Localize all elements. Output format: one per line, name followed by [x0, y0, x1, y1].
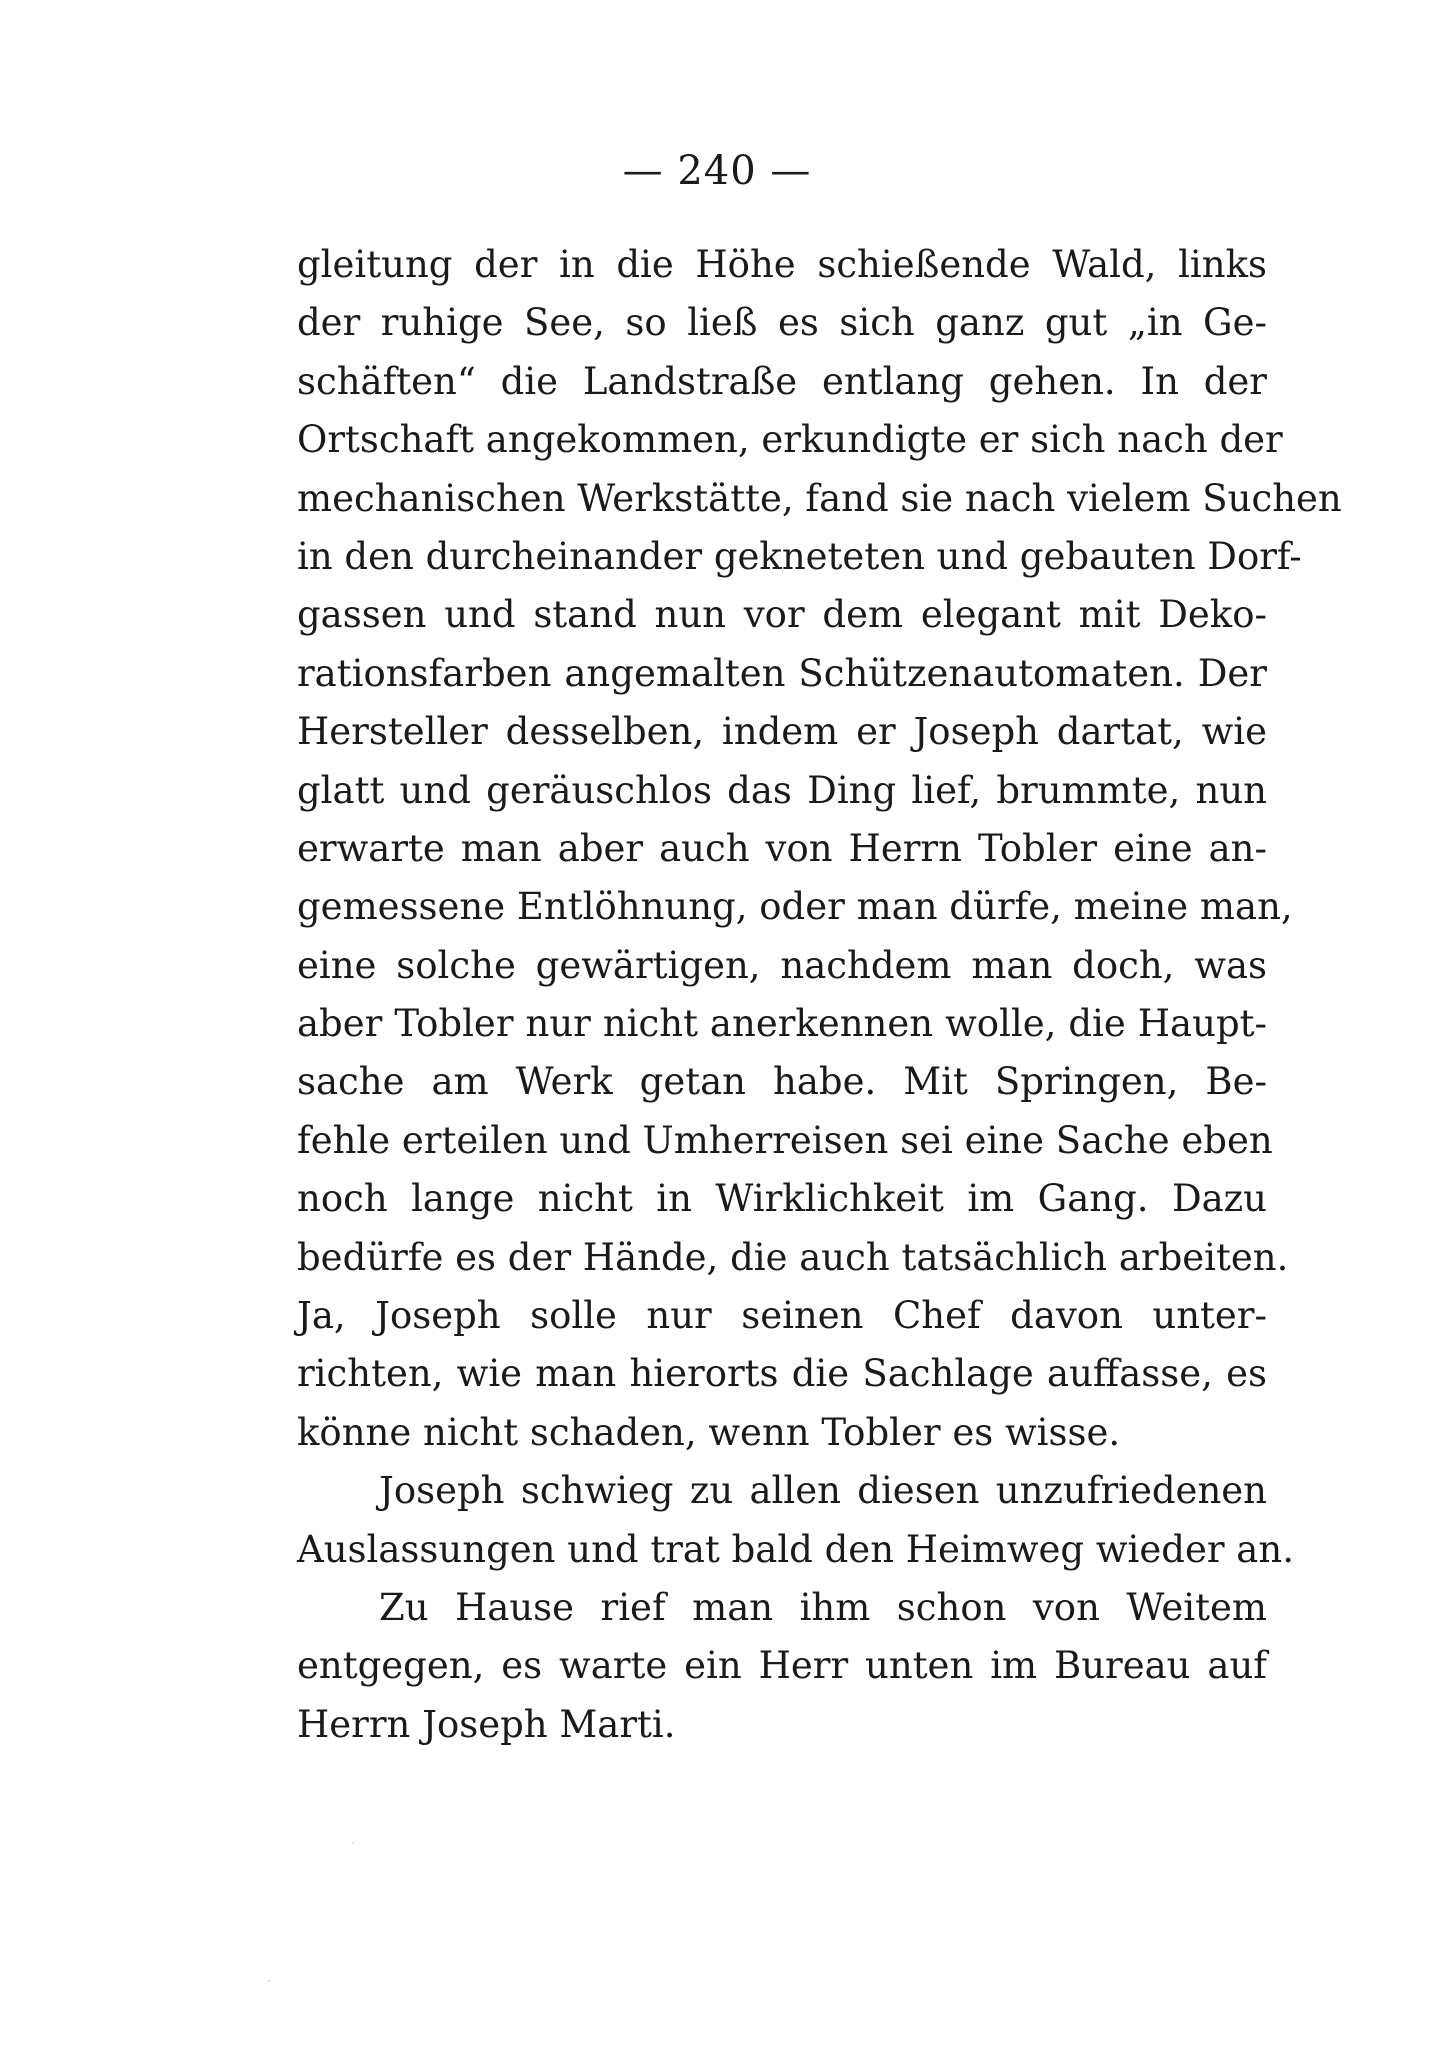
- text-line: Ja, Joseph solle nur seinen Chef davon unter-: [297, 1294, 1267, 1338]
- text-line: Ortschaft angekommen, erkundigte er sich nach der: [297, 418, 1283, 462]
- text-line: in den durcheinander gekneteten und gebauten Dorf-: [297, 534, 1302, 578]
- page-number: — 240 —: [622, 148, 812, 194]
- text-line: könne nicht schaden, wenn Tobler es wisse.: [297, 1410, 1121, 1454]
- text-line: sache am Werk getan habe. Mit Springen, Be-: [297, 1060, 1267, 1104]
- text-line: noch lange nicht in Wirklichkeit im Gang. Dazu: [297, 1177, 1267, 1221]
- text-line: erwarte man aber auch von Herrn Tobler eine an-: [297, 826, 1267, 870]
- text-line: Joseph schwieg zu allen diesen unzufriedenen: [379, 1469, 1267, 1513]
- text-line: schäften“ die Landstraße entlang gehen. In der: [297, 359, 1267, 403]
- text-line: eine solche gewärtigen, nachdem man doch, was: [297, 943, 1267, 987]
- paragraph-2: [297, 1462, 1294, 1579]
- body-text: [297, 236, 1342, 1754]
- text-line: aber Tobler nur nicht anerkennen wolle, die Haupt-: [297, 1002, 1267, 1046]
- text-line: richten, wie man hierorts die Sachlage auffasse, es: [297, 1352, 1267, 1396]
- text-line: glatt und geräuschlos das Ding lief, brummte, nun: [297, 768, 1267, 812]
- text-line: entgegen, es warte ein Herr unten im Bureau auf: [297, 1644, 1267, 1688]
- text-line: Herrn Joseph Marti.: [297, 1702, 676, 1746]
- text-line: mechanischen Werkstätte, fand sie nach vielem Suchen: [297, 476, 1342, 520]
- paper-speck: [352, 1842, 354, 1844]
- text-line: gleitung der in die Höhe schießende Wald, links: [297, 243, 1267, 286]
- paragraph-1: [297, 236, 1342, 1462]
- text-line: Hersteller desselben, indem er Joseph dartat, wie: [297, 710, 1267, 754]
- text-line: gassen und stand nun vor dem elegant mit Deko-: [297, 593, 1267, 637]
- text-line: Zu Hause rief man ihm schon von Weitem: [379, 1585, 1267, 1629]
- text-line: fehle erteilen und Umherreisen sei eine Sache eben: [297, 1118, 1273, 1162]
- text-line: bedürfe es der Hände, die auch tatsächlich arbeiten.: [297, 1235, 1289, 1279]
- text-line: Auslassungen und trat bald den Heimweg wieder an.: [297, 1527, 1294, 1571]
- text-line: rationsfarben angemalten Schützenautomaten. Der: [297, 651, 1267, 695]
- text-line: der ruhige See, so ließ es sich ganz gut „in Ge-: [297, 301, 1267, 345]
- paper-speck: [268, 1980, 270, 1982]
- paragraph-3: [297, 1579, 1267, 1754]
- text-line: gemessene Entlöhnung, oder man dürfe, meine man,: [297, 885, 1293, 929]
